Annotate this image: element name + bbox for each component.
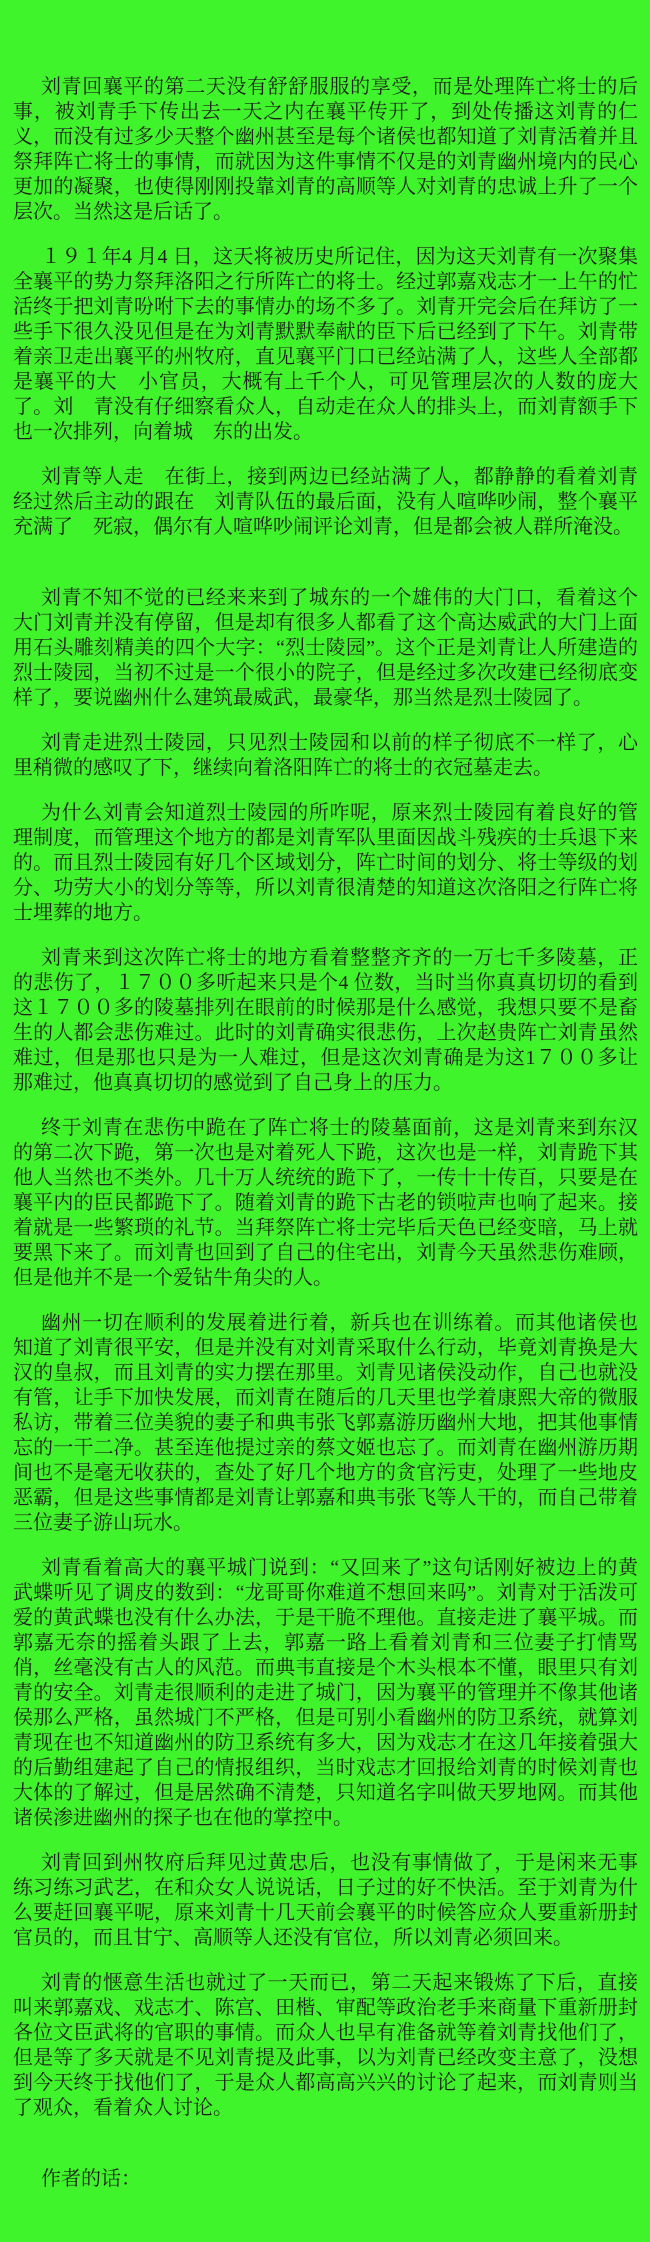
paragraph: 幽州一切在顺利的发展着进行着，新兵也在训练着。而其他诸侯也知道了刘青很平安，但是并没有对刘青采取什么行动，毕竟刘青换是大汉的皇叔，而且刘青的实力摆在那里。刘青见诸侯没动作，自己也就没有管，让手下加快发展，而刘青在随后的几天里也学着康熙大帝的微服私访，带着三位美貌的妻子和典韦张飞郭嘉游历幽州大地，把其他事情忘的一干二净。甚至连他提过亲的蔡文姬也忘了。而刘青在幽州游历期间也不是毫无收获的，查处了好几个地方的贪官污吏，处理了一些地皮恶霸，但是这些事情都是刘青让郭嘉和典韦张飞等人干的，而自己带着三位妻子游山玩水。 xyxy=(13,1312,638,1534)
paragraph: 终于刘青在悲伤中跪在了阵亡将士的陵墓面前，这是刘青来到东汉的第二次下跪，第一次也是对着死人下跪，这次也是一样，刘青跪下其他人当然也不类外。几十万人统统的跪下了，一传十十传百，只要是在襄平内的臣民都跪下了。随着刘青的跪下古老的锁啦声也响了起来。接着就是一些繁琐的礼节。当拜祭阵亡将士完毕后天色已经变暗，马上就要黑下来了。而刘青也回到了自己的住宅出，刘青今天虽然悲伤难顾，但是他并不是一个爱钻牛角尖的人。 xyxy=(13,1117,638,1289)
paragraph: 为什么刘青会知道烈士陵园的所咋呢，原来烈士陵园有着良好的管理制度，而管理这个地方的都是刘青军队里面因战斗残疾的士兵退下来的。而且烈士陵园有好几个区域划分，阵亡时间的划分、将士等级的划分、功劳大小的划分等等，所以刘青很清楚的知道这次洛阳之行阵亡将士埋葬的地方。 xyxy=(13,802,638,924)
paragraph: 刘青的惬意生活也就过了一天而已，第二天起来锻炼了下后，直接叫来郭嘉戏、戏志才、陈宫、田楷、审配等政治老手来商量下重新册封各位文臣武将的官职的事情。而众人也早有准备就等着刘青找他们了，但是等了多天就是不见刘青提及此事，以为刘青已经改变主意了，没想到今天终于找他们了，于是众人都高高兴兴的讨论了起来，而刘青则当了观众，看着众人讨论。 xyxy=(13,1972,638,2119)
paragraph: 刘青走进烈士陵园，只见烈士陵园和以前的样子彻底不一样了，心里稍微的感叹了下，继续向着洛阳阵亡的将士的衣冠墓走去。 xyxy=(13,732,638,779)
paragraph: 刘青看着高大的襄平城门说到：“又回来了”这句话刚好被边上的黄武蝶听见了调皮的数到：“龙哥哥你难道不想回来吗”。刘青对于活泼可爱的黄武蝶也没有什么办法，于是干脆不理他。直接走进了襄平城。而郭嘉无奈的摇着头跟了上去，郭嘉一路上看着刘青和三位妻子打情骂俏，丝毫没有古人的风范。而典韦直接是个木头根本不懂，眼里只有刘青的安全。刘青走很顺利的走进了城门，因为襄平的管理并不像其他诸侯那么严格，虽然城门不严格，但是可别小看幽州的防卫系统，就算刘青现在也不知道幽州的防卫系统有多大，因为戏志才在这几年接着强大的后勤组建起了自己的情报组织，当时戏志才回报给刘青的时候刘青也大体的了解过，但是居然确不清楚，只知道名字叫做天罗地网。而其他诸侯渗进幽州的探子也在他的掌控中。 xyxy=(13,1557,638,1829)
paragraph: 刘青回襄平的第二天没有舒舒服服的享受，而是处理阵亡将士的后事，被刘青手下传出去一天之内在襄平传开了，到处传播这刘青的仁义，而没有过多少天整个幽州甚至是每个诸侯也都知道了刘青活着并且祭拜阵亡将士的事情，而就因为这件事情不仅是的刘青幽州境内的民心更加的凝聚，也使得刚刚投靠刘青的高顺等人对刘青的忠诚上升了一个层次。当然这是后话了。 xyxy=(13,76,638,223)
paragraph: 刘青不知不觉的已经来来到了城东的一个雄伟的大门口，看着这个大门刘青并没有停留，但是却有很多人都看了这个高达威武的大门上面用石头雕刻精美的四个大字：“烈士陵园”。这个正是刘青让人所建造的烈士陵园，当初不过是一个很小的院子，但是经过多次改建已经彻底变样了，要说幽州什么建筑最威武，最豪华，那当然是烈士陵园了。 xyxy=(13,587,638,709)
paragraph-list xyxy=(13,75,638,2121)
paragraph: １９１年4 月4 日，这天将被历史所记住，因为这天刘青有一次聚集全襄平的势力祭拜洛阳之行所阵亡的将士。经过郭嘉戏志才一上午的忙活终于把刘青吩咐下去的事情办的场不多了。刘青开完会后在拜访了一些手下很久没见但是在为刘青默默奉献的臣下后已经到了下午。刘青带着亲卫走出襄平的州牧府，直见襄平门口已经站满了人，这些人全部都是襄平的大 小官员，大概有上千个人，可见管理层次的人数的庞大了。刘 青没有仔细察看众人，自动走在众人的排头上，而刘青额手下也一次排列，向着城 东的出发。 xyxy=(13,246,638,443)
paragraph: 刘青回到州牧府后拜见过黄忠后，也没有事情做了，于是闲来无事练习练习武艺，在和众女人说说话，日子过的好不快活。至于刘青为什么要赶回襄平呢，原来刘青十几天前会襄平的时候答应众人要重新册封官员的，而且甘宁、高顺等人还没有官位，所以刘青必须回来。 xyxy=(13,1852,638,1949)
paragraph: 刘青来到这次阵亡将士的地方看着整整齐齐的一万七千多陵墓，正的悲伤了，１７００多听起来只是个4 位数，当时当你真真切切的看到这１７００多的陵墓排列在眼前的时候那是什么感觉，我想只要不是畜生的人都会悲伤难过。此时的刘青确实很悲伤，上次赵贵阵亡刘青虽然难过，但是那也只是为一人难过，但是这次刘青确是为这1７００多让那难过，他真真切切的感觉到了自己身上的压力。 xyxy=(13,947,638,1094)
author-note: 作者的话： xyxy=(41,2168,141,2190)
paragraph: 刘青等人走 在街上，接到两边已经站满了人，都静静的看着刘青经过然后主动的跟在 刘青队伍的最后面，没有人喧哗吵闹，整个襄平充满了 死寂，偶尔有人喧哗吵闹评论刘青，但是都会被人群所淹没。 xyxy=(13,466,638,538)
